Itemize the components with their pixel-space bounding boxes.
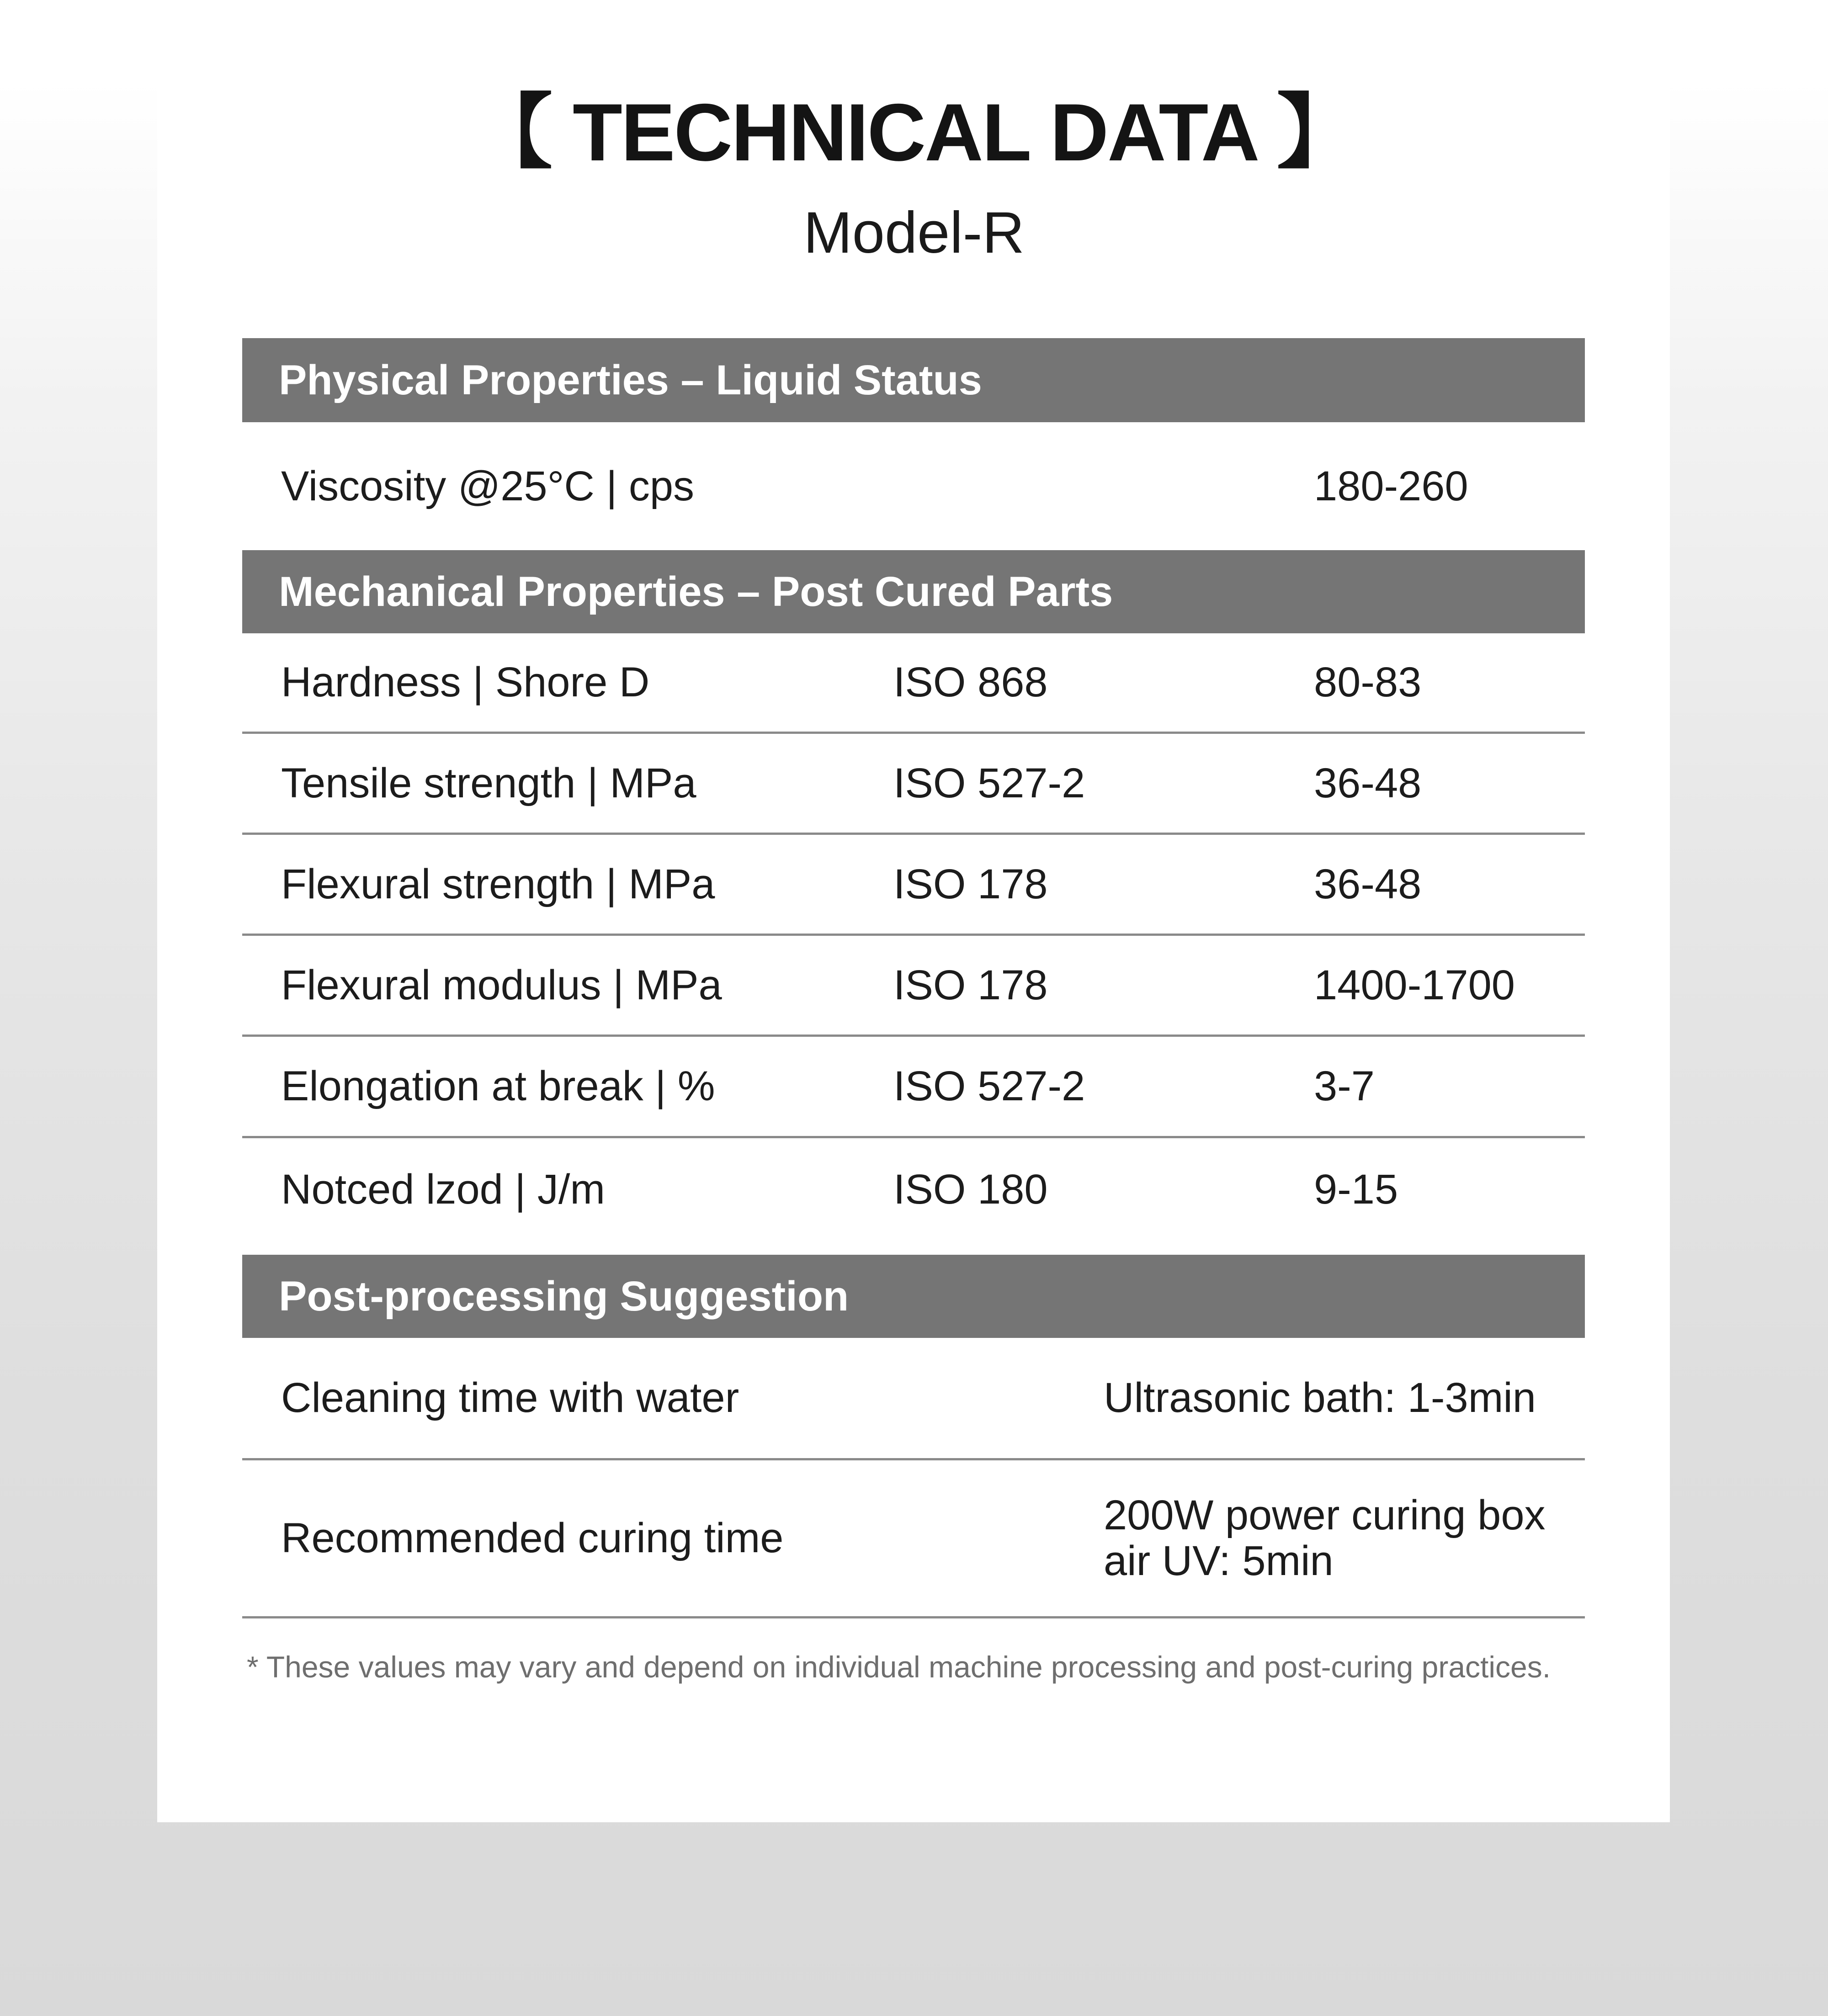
test-standard: ISO 868 <box>893 659 1048 706</box>
property-value: 36-48 <box>1314 861 1422 907</box>
page-title: 【 TECHNICAL DATA 】 <box>471 87 1357 178</box>
property-value <box>1104 1492 1546 1584</box>
property-value: 1400-1700 <box>1314 962 1515 1008</box>
property-value: 36-48 <box>1314 760 1422 806</box>
test-standard: ISO 178 <box>893 962 1048 1008</box>
footnote: * These values may vary and depend on individual machine processing and post-curing practices. <box>247 1650 1551 1684</box>
property-label: Flexural modulus | MPa <box>281 962 722 1008</box>
property-label: Hardness | Shore D <box>281 659 650 706</box>
property-value: 180-260 <box>1314 463 1468 509</box>
table-row <box>242 1138 1585 1255</box>
property-label: Flexural strength | MPa <box>281 861 715 907</box>
test-standard: ISO 527-2 <box>893 1063 1085 1109</box>
test-standard: ISO 527-2 <box>893 760 1085 806</box>
table-row <box>242 633 1585 734</box>
table-row <box>242 835 1585 936</box>
property-value: 3-7 <box>1314 1063 1375 1109</box>
table-row <box>242 1338 1585 1460</box>
property-value: Ultrasonic bath: 1-3min <box>1104 1374 1536 1421</box>
property-value: 9-15 <box>1314 1166 1398 1213</box>
section-header-mechanical <box>242 550 1585 633</box>
test-standard: ISO 178 <box>893 861 1048 907</box>
table-row <box>242 1460 1585 1618</box>
property-value: 80-83 <box>1314 659 1422 706</box>
model-subtitle: Model-R <box>803 200 1025 265</box>
section-title: Mechanical Properties – Post Cured Parts <box>279 568 1113 615</box>
section-header-postprocessing <box>242 1255 1585 1338</box>
property-label: Elongation at break | % <box>281 1063 715 1109</box>
test-standard: ISO 180 <box>893 1166 1048 1213</box>
section-header-physical <box>242 338 1585 422</box>
property-label: Tensile strength | MPa <box>281 760 696 806</box>
property-label: Recommended curing time <box>281 1515 784 1561</box>
property-label: Notced lzod | J/m <box>281 1166 606 1213</box>
section-title: Post-processing Suggestion <box>279 1273 849 1320</box>
table-row <box>242 422 1585 550</box>
property-label: Viscosity @25°C | cps <box>281 463 695 509</box>
table-row <box>242 734 1585 835</box>
value-line: air UV: 5min <box>1104 1538 1334 1584</box>
property-label: Cleaning time with water <box>281 1374 739 1421</box>
section-title: Physical Properties – Liquid Status <box>279 357 982 403</box>
value-line: 200W power curing box <box>1104 1492 1546 1539</box>
table-row <box>242 1037 1585 1138</box>
table-row <box>242 936 1585 1037</box>
